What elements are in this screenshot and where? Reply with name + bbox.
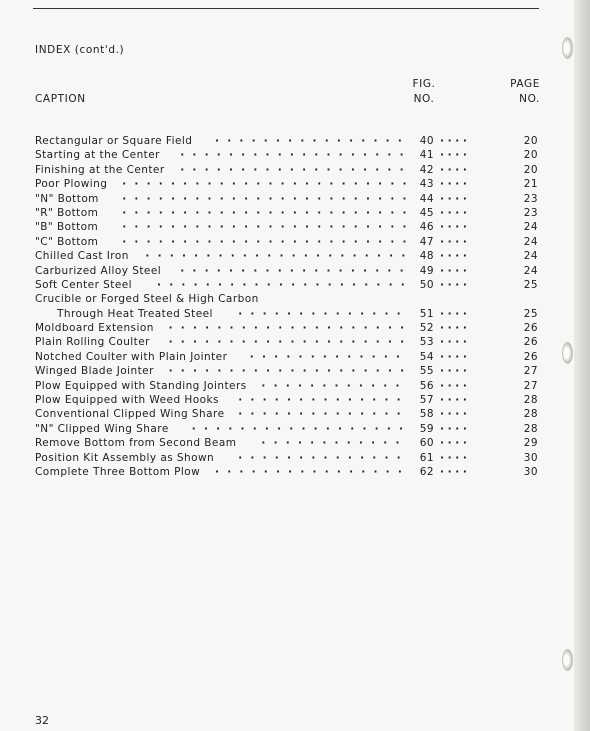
- index-entry: [0, 235, 590, 249]
- dot-leader: · · · ·: [440, 394, 467, 407]
- entry-fig-number: 47: [419, 235, 434, 248]
- dot-leader: ························: [122, 221, 415, 234]
- entry-caption: Plow Equipped with Weed Hooks: [35, 394, 219, 407]
- entry-fig-number: 60: [419, 437, 434, 450]
- entry-fig-number: 53: [419, 336, 434, 349]
- dot-leader: · · · ·: [440, 163, 467, 176]
- entry-caption: Conventional Clipped Wing Share: [35, 408, 225, 421]
- index-entry: [0, 134, 590, 148]
- dot-leader: ························: [122, 206, 415, 219]
- entry-fig-number: 40: [419, 135, 434, 147]
- entry-caption: "N" Clipped Wing Share: [35, 422, 169, 435]
- entry-caption: Crucible or Forged Steel & High Carbon: [35, 293, 259, 306]
- dot-leader: · · · ·: [440, 278, 467, 291]
- entry-caption: Through Heat Treated Steel: [57, 307, 213, 320]
- page-header-line2: NO.: [519, 93, 540, 105]
- entry-fig-number: 41: [419, 149, 434, 162]
- dot-leader: · · · ·: [440, 350, 467, 363]
- entry-page-number: 20: [523, 149, 538, 162]
- index-entry: [0, 321, 590, 335]
- dot-leader: ·····················: [157, 278, 413, 291]
- dot-leader: · · · ·: [440, 437, 467, 450]
- entry-page-number: 24: [523, 221, 538, 234]
- entry-fig-number: 50: [419, 278, 434, 291]
- top-rule: [33, 8, 539, 9]
- dot-leader: · · · ·: [440, 322, 467, 335]
- dot-leader: ··················: [191, 422, 412, 435]
- entry-fig-number: 56: [419, 379, 434, 392]
- entry-caption: "B" Bottom: [35, 221, 99, 234]
- dot-leader: ·············: [249, 350, 409, 363]
- entry-fig-number: 58: [419, 408, 434, 421]
- index-entry: [0, 436, 590, 450]
- fig-header-line1: FIG.: [412, 78, 436, 90]
- entry-page-number: 28: [523, 408, 538, 421]
- index-entry: [0, 407, 590, 421]
- dot-leader: ··············: [238, 451, 409, 464]
- dot-leader: ················: [215, 135, 411, 147]
- index-entry: [0, 220, 590, 234]
- entry-fig-number: 55: [419, 365, 434, 378]
- entry-page-number: 25: [523, 278, 538, 291]
- dot-leader: · · · ·: [440, 206, 467, 219]
- dot-leader: ···················: [180, 264, 412, 277]
- entry-page-number: 20: [523, 135, 538, 147]
- entry-page-number: 28: [523, 422, 538, 435]
- entry-page-number: 30: [523, 451, 538, 464]
- index-entry: [0, 249, 590, 263]
- entry-page-number: 21: [523, 178, 538, 191]
- entry-fig-number: 57: [419, 394, 434, 407]
- index-entry: [0, 278, 590, 292]
- index-entry: [0, 335, 590, 349]
- dot-leader: · · · ·: [440, 250, 467, 263]
- entry-page-number: 26: [523, 350, 538, 363]
- entry-caption: Finishing at the Center: [35, 163, 165, 176]
- dot-leader: ····················: [168, 336, 413, 349]
- dot-leader: · · · ·: [440, 192, 467, 205]
- entry-caption: "R" Bottom: [35, 206, 99, 219]
- dot-leader: ······················: [145, 250, 414, 263]
- entry-caption: Rectangular or Square Field: [35, 135, 193, 147]
- dot-leader: · · · ·: [440, 149, 467, 162]
- entry-page-number: 23: [523, 192, 538, 205]
- fig-column-header: [407, 77, 441, 107]
- index-title: INDEX (cont'd.): [35, 44, 125, 56]
- entry-caption: "N" Bottom: [35, 192, 99, 205]
- entry-page-number: 29: [523, 437, 538, 450]
- index-entry: [0, 206, 590, 220]
- dot-leader: ··············: [238, 307, 409, 320]
- entry-caption: Moldboard Extension: [35, 322, 154, 335]
- entry-page-number: 24: [523, 264, 538, 277]
- entry-fig-number: 42: [419, 163, 434, 176]
- dot-leader: ··············: [238, 408, 409, 421]
- dot-leader: · · · ·: [440, 178, 467, 191]
- entry-page-number: 20: [523, 163, 538, 176]
- entry-fig-number: 62: [419, 465, 434, 478]
- dot-leader: ····················: [168, 322, 413, 335]
- index-entry: [0, 465, 590, 479]
- entry-caption: Complete Three Bottom Plow: [35, 465, 201, 478]
- entry-caption: Winged Blade Jointer: [35, 365, 154, 378]
- dot-leader: ············: [261, 437, 408, 450]
- entry-page-number: 27: [523, 379, 538, 392]
- dot-leader: · · · ·: [440, 379, 467, 392]
- index-entry: [0, 451, 590, 465]
- dot-leader: ···················: [180, 163, 412, 176]
- entry-caption: Chilled Cast Iron: [35, 250, 129, 263]
- index-entry: [0, 379, 590, 393]
- index-entry: [0, 307, 590, 321]
- entry-page-number: 23: [523, 206, 538, 219]
- entry-caption: Starting at the Center: [35, 149, 160, 162]
- index-entry: [0, 192, 590, 206]
- dot-leader: · · · ·: [440, 365, 467, 378]
- entry-fig-number: 52: [419, 322, 434, 335]
- entry-page-number: 27: [523, 365, 538, 378]
- entry-page-number: 30: [523, 465, 538, 478]
- dot-leader: ························: [122, 178, 415, 191]
- entry-caption: Soft Center Steel: [35, 278, 133, 291]
- fig-header-line2: NO.: [413, 93, 435, 105]
- dot-leader: · · · ·: [440, 307, 467, 320]
- dot-leader: ················: [215, 465, 411, 478]
- index-entry: [0, 393, 590, 407]
- entry-caption: Poor Plowing: [35, 178, 108, 191]
- index-entries: [0, 134, 590, 479]
- dot-leader: · · · ·: [440, 422, 467, 435]
- dot-leader: · · · ·: [440, 465, 467, 478]
- entry-page-number: 24: [523, 235, 538, 248]
- entry-fig-number: 45: [419, 206, 434, 219]
- index-entry: [0, 177, 590, 191]
- dot-leader: ························: [122, 235, 415, 248]
- dot-leader: ························: [122, 192, 415, 205]
- dot-leader: · · · ·: [440, 336, 467, 349]
- entry-fig-number: 44: [419, 192, 434, 205]
- entry-page-number: 24: [523, 250, 538, 263]
- index-entry: [0, 350, 590, 364]
- punch-hole: [562, 37, 573, 59]
- entry-fig-number: 43: [419, 178, 434, 191]
- entry-fig-number: 46: [419, 221, 434, 234]
- caption-column-header: CAPTION: [35, 93, 86, 105]
- entry-caption: "C" Bottom: [35, 235, 99, 248]
- entry-caption: Carburized Alloy Steel: [35, 264, 162, 277]
- entry-fig-number: 51: [419, 307, 434, 320]
- entry-fig-number: 48: [419, 250, 434, 263]
- index-entry: [0, 364, 590, 378]
- entry-page-number: 26: [523, 336, 538, 349]
- page-header-line1: PAGE: [510, 78, 540, 90]
- index-entry: [0, 264, 590, 278]
- dot-leader: ···················: [180, 149, 412, 162]
- entry-caption: Plain Rolling Coulter: [35, 336, 150, 349]
- dot-leader: · · · ·: [440, 235, 467, 248]
- dot-leader: ····················: [168, 365, 413, 378]
- entry-page-number: 25: [523, 307, 538, 320]
- index-entry: [0, 163, 590, 177]
- punch-hole: [562, 649, 573, 671]
- entry-fig-number: 49: [419, 264, 434, 277]
- index-entry: [0, 422, 590, 436]
- entry-caption: Remove Bottom from Second Beam: [35, 437, 237, 450]
- index-entry: [0, 148, 590, 162]
- dot-leader: · · · ·: [440, 264, 467, 277]
- dot-leader: ············: [261, 379, 408, 392]
- dot-leader: · · · ·: [440, 451, 467, 464]
- dot-leader: · · · ·: [440, 135, 467, 147]
- dot-leader: · · · ·: [440, 221, 467, 234]
- entry-page-number: 26: [523, 322, 538, 335]
- page-number: 32: [35, 714, 49, 727]
- entry-caption: Plow Equipped with Standing Jointers: [35, 379, 247, 392]
- entry-fig-number: 54: [419, 350, 434, 363]
- page-column-header: [500, 77, 540, 107]
- index-entry: [0, 292, 590, 306]
- dot-leader: · · · ·: [440, 408, 467, 421]
- entry-caption: Notched Coulter with Plain Jointer: [35, 350, 228, 363]
- entry-fig-number: 59: [419, 422, 434, 435]
- entry-caption: Position Kit Assembly as Shown: [35, 451, 215, 464]
- dot-leader: ··············: [238, 394, 409, 407]
- entry-fig-number: 61: [419, 451, 434, 464]
- entry-page-number: 28: [523, 394, 538, 407]
